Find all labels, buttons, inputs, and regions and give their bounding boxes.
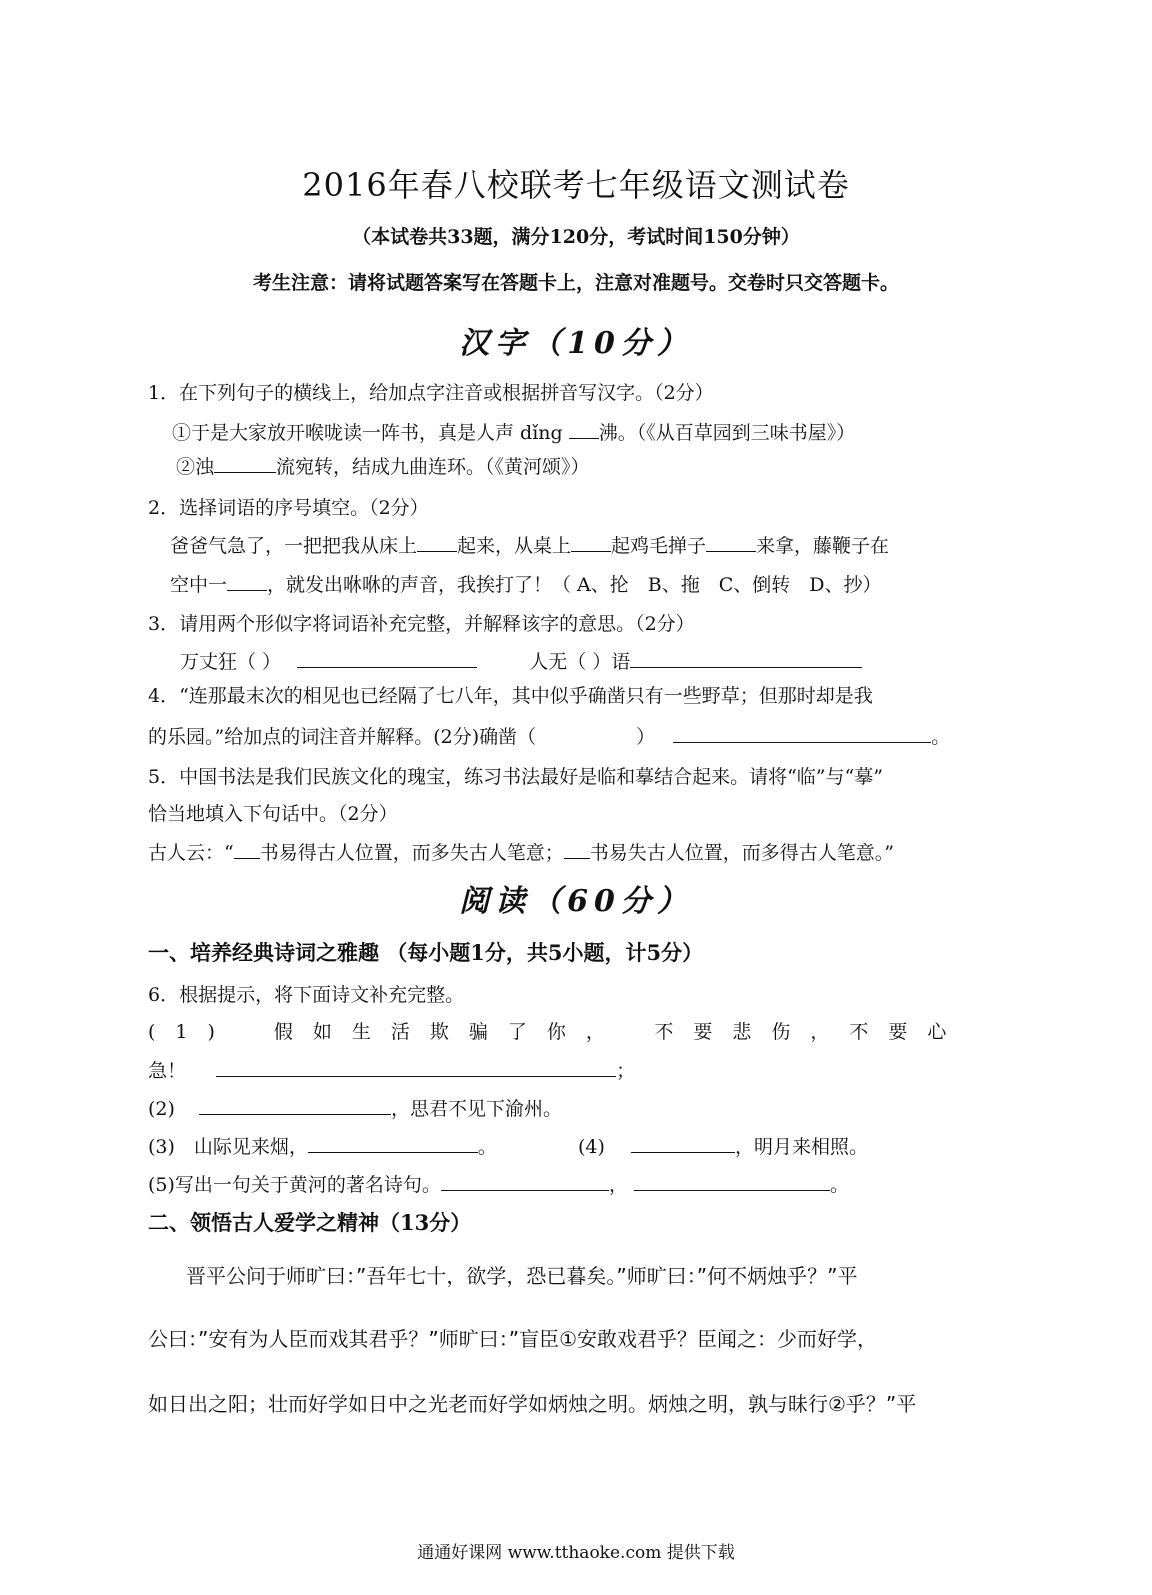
q6-p1-line: (1) 假如生活欺骗了你， 不要悲伤，不要心 (148, 1021, 967, 1043)
q2-text-4: 来拿，藤鞭子在 (756, 535, 890, 557)
q5-blank-1[interactable] (234, 840, 260, 859)
q2-text-1: 爸爸气急了，一把把我从床上 (170, 535, 418, 557)
q4-text: 的乐园。”给加点的词注音并解释。(2分)确凿（ (148, 726, 537, 748)
q3-blank-a[interactable] (297, 649, 477, 668)
q4-blank[interactable] (673, 724, 931, 743)
q6-p2-text: ，思君不见下渝州。 (390, 1098, 562, 1120)
q6-p3-line (148, 1132, 497, 1159)
page-title: 2016年春八校联考七年级语文测试卷 (302, 166, 850, 204)
exam-info: （本试卷共33题，满分120分，考试时间150分钟） (352, 226, 800, 248)
q6-p4-line (578, 1132, 868, 1159)
q5-text-2: 书易得古人位置，而多失古人笔意； (259, 842, 564, 864)
q2-blank-2[interactable] (571, 533, 611, 552)
q6-p2-line (148, 1094, 562, 1121)
q2-stem: 2．选择词语的序号填空。（2分） (148, 497, 429, 519)
q1-stem: 1．在下列句子的横线上，给加点字注音或根据拼音写汉字。（2分） (148, 382, 714, 404)
q1-a-blank[interactable] (569, 420, 599, 439)
q1-b-blank[interactable] (214, 454, 276, 473)
q6-p5-blank-2[interactable] (634, 1172, 830, 1191)
candidate-notice: 考生注意：请将试题答案写在答题卡上，注意对准题号。交卷时只交答题卡。 (252, 272, 899, 294)
q6-p3-text: (3) 山际见来烟， (148, 1136, 308, 1158)
q2-line-2 (170, 570, 882, 597)
q6-p1-line-2 (148, 1056, 635, 1083)
section-hanzi-heading: 汉字（10分） (459, 326, 693, 361)
q5-text-3: 书易失古人位置，而多得古人笔意。” (589, 842, 894, 864)
q2-blank-4[interactable] (227, 572, 267, 591)
q6-p1-end: ； (616, 1060, 636, 1082)
q3-blank-b[interactable] (630, 649, 862, 668)
q6-p5-text: (5)写出一句关于黄河的著名诗句。 (148, 1174, 441, 1196)
q2-text-3: 起鸡毛掸子 (611, 535, 707, 557)
page-footer: 通通好课网 www.tthaoke.com 提供下载 (417, 1543, 735, 1563)
q4-end: 。 (931, 726, 951, 748)
q3-word-b: 人无（ ）语 (529, 651, 631, 673)
q6-p5-line (148, 1170, 849, 1197)
q5-line-2: 恰当地填入下句话中。（2分） (148, 803, 398, 825)
q3-line (180, 647, 862, 674)
q6-p5-blank-1[interactable] (441, 1172, 609, 1191)
q5-line-1: 5．中国书法是我们民族文化的瑰宝，练习书法最好是临和摹结合起来。请将“临”与“摹” (148, 766, 883, 788)
q6-p3-end: 。 (477, 1136, 497, 1158)
q6-p4-blank[interactable] (631, 1134, 735, 1153)
passage-line-3: 如日出之阳；壮而好学如日中之光老而好学如炳烛之明。炳烛之明，孰与昧行②乎？”平 (148, 1392, 917, 1416)
q2-text-5: 空中一 (170, 574, 228, 596)
q2-text-2: 起来，从桌上 (457, 535, 572, 557)
q4-paren: ） (636, 726, 656, 748)
q4-line-1: 4．“连那最末次的相见也已经隔了七八年，其中似乎确凿只有一些野草；但那时却是我 (148, 685, 873, 707)
q2-blank-3[interactable] (706, 533, 756, 552)
q1-b-text: ②浊 (176, 456, 215, 478)
q5-text-1: 古人云：“ (148, 842, 234, 864)
part2-heading: 二、领悟古人爱学之精神（13分） (148, 1210, 472, 1235)
q1-item-b (176, 452, 590, 479)
q6-p2-blank[interactable] (199, 1096, 391, 1115)
q6-p4-num: (4) (578, 1136, 605, 1158)
q3-word-a: 万丈狂（ ） (180, 651, 282, 673)
q6-p2-num: (2) (148, 1098, 175, 1120)
q1-a-text: ①于是大家放开喉咙读一阵书，真是人声 dǐng (172, 422, 563, 444)
part1-heading: 一、培养经典诗词之雅趣 （每小题1分，共5小题，计5分） (148, 940, 704, 965)
q1-item-a (172, 418, 855, 445)
q5-line-3 (148, 838, 894, 865)
q1-b-source: 流宛转，结成九曲连环。（《黄河颂》） (276, 456, 590, 478)
q6-p1-text: 急！ (148, 1060, 187, 1082)
q2-options: ，就发出咻咻的声音，我挨打了！（ A、抡 B、拖 C、倒转 D、抄） (267, 574, 882, 596)
q1-a-source: 沸。（《从百草园到三味书屋》） (598, 422, 856, 444)
q5-blank-2[interactable] (564, 840, 590, 859)
q6-p4-text: ，明月来相照。 (734, 1136, 868, 1158)
passage-line-2: 公曰：”安有为人臣而戏其君乎？”师旷曰：”盲臣①安敢戏君乎？臣闻之：少而好学， (148, 1327, 878, 1351)
q4-line-2 (148, 722, 950, 749)
passage-line-1: 晋平公问于师旷曰：”吾年七十，欲学，恐已暮矣。”师旷曰：”何不炳烛乎？”平 (186, 1264, 858, 1288)
q6-p5-end: 。 (829, 1174, 849, 1196)
q2-blank-1[interactable] (417, 533, 457, 552)
q6-p5-comma: ， (608, 1174, 628, 1196)
q6-stem: 6．根据提示，将下面诗文补充完整。 (148, 984, 465, 1006)
q2-line-1 (170, 531, 889, 558)
q6-p1-blank[interactable] (216, 1058, 616, 1077)
section-reading-heading: 阅读（60分） (459, 884, 693, 919)
q6-p3-blank[interactable] (308, 1134, 478, 1153)
q3-stem: 3．请用两个形似字将词语补充完整，并解释该字的意思。（2分） (148, 613, 695, 635)
